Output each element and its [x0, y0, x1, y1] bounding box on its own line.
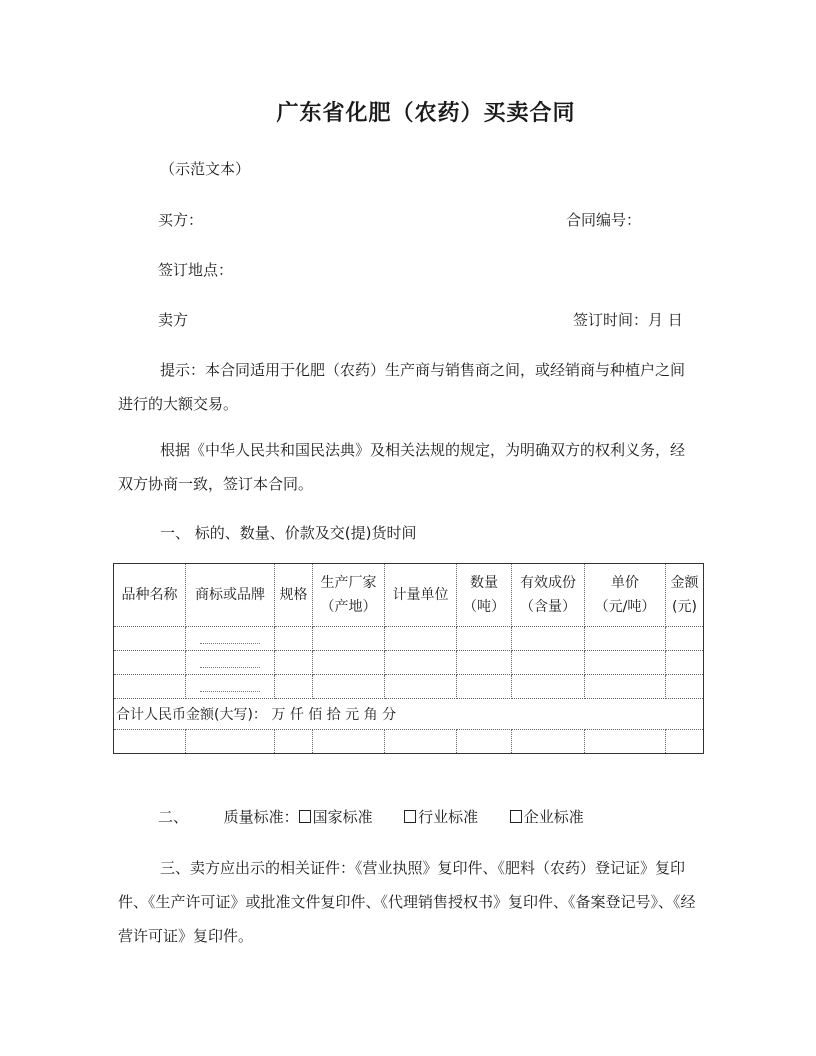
- sign-place-label: 签订地点：: [158, 261, 234, 279]
- table-row: [114, 627, 704, 651]
- checkbox-enterprise[interactable]: [510, 810, 522, 823]
- buyer-label: 买方：: [158, 211, 204, 229]
- seller-label: 卖方: [158, 311, 189, 329]
- header-unit: 计量单位: [385, 564, 457, 627]
- section-1-heading: 一、 标的、数量、价款及交(提)货时间: [160, 524, 417, 542]
- table-header-row: [114, 564, 704, 627]
- document-title: 广东省化肥（农药）买卖合同: [276, 100, 576, 126]
- header-variety: 品种名称: [114, 564, 186, 627]
- total-amount-label: 合计人民币金额(大写)： 万 仟 佰 拾 元 角 分: [114, 699, 704, 730]
- goods-table: [113, 563, 704, 754]
- table-row: [114, 675, 704, 699]
- tip-paragraph: 提示：本合同适用于化肥（农药）生产商与销售商之间，或经销商与种植户之间进行的大额交易。: [118, 361, 686, 413]
- quality-standard-label: 质量标准：: [223, 808, 299, 826]
- table-total-row: [114, 699, 704, 730]
- table-row: [114, 651, 704, 675]
- option-industry: 行业标准: [418, 808, 479, 826]
- header-price: 单价 （元/吨）: [585, 564, 666, 627]
- section-2-number: 二、: [158, 808, 189, 826]
- header-brand: 商标或品牌: [186, 564, 275, 627]
- document-subtitle: （示范文本）: [160, 160, 251, 178]
- header-quantity: 数量 （吨）: [457, 564, 512, 627]
- header-content: 有效成份 （含量）: [512, 564, 585, 627]
- header-spec: 规格: [275, 564, 313, 627]
- option-enterprise: 企业标准: [523, 808, 584, 826]
- table-row: [114, 730, 704, 754]
- checkbox-industry[interactable]: [404, 810, 416, 823]
- header-amount: 金额 (元): [666, 564, 704, 627]
- basis-paragraph: 根据《中华人民共和国民法典》及相关法规的规定，为明确双方的权利义务，经双方协商一致，签订本合同。: [118, 441, 686, 493]
- section-3-paragraph: 三、卖方应出示的相关证件：《营业执照》复印件、《肥料（农药）登记证》复印件、《生产许可证》或批准文件复印件、《代理销售授权书》复印件、《备案登记号》、《经营许可证》复印件。: [118, 859, 696, 945]
- sign-time-label: 签订时间：月 日: [573, 311, 683, 329]
- option-national: 国家标准: [312, 808, 373, 826]
- header-manufacturer: 生产厂家 （产地）: [313, 564, 385, 627]
- contract-number-label: 合同编号：: [566, 211, 642, 229]
- section-2-heading: [158, 808, 584, 826]
- checkbox-national[interactable]: [299, 810, 311, 823]
